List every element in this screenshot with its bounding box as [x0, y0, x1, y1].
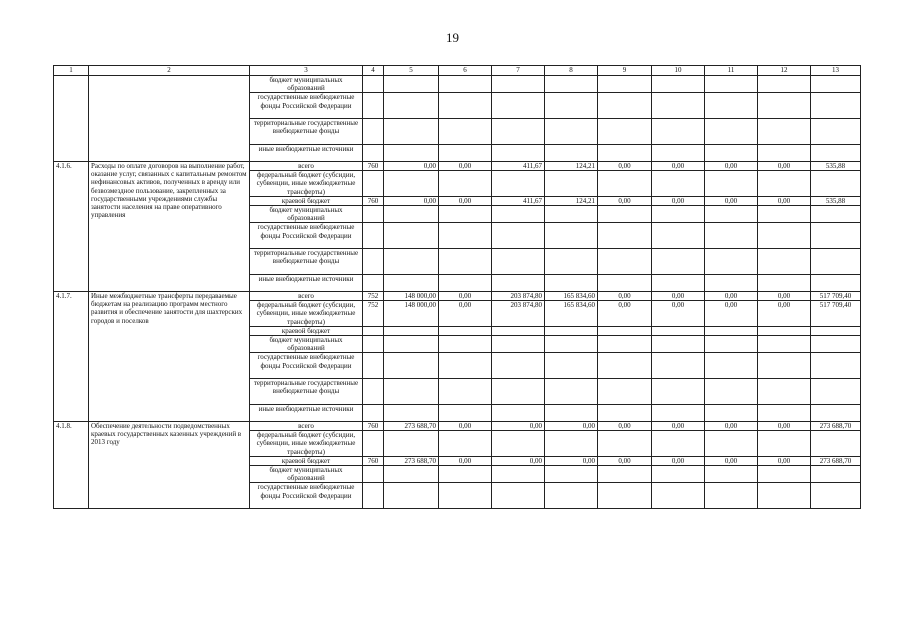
amount-col-10 — [652, 76, 705, 93]
amount-col-12 — [758, 249, 811, 275]
amount-col-8 — [545, 404, 598, 421]
amount-col-11 — [705, 223, 758, 249]
table-row — [54, 76, 861, 93]
amount-col-9 — [598, 93, 652, 119]
budget-code — [363, 119, 384, 145]
amount-col-7 — [492, 249, 545, 275]
amount-col-10 — [652, 206, 705, 223]
column-number-8: 8 — [545, 66, 598, 76]
amount-col-11 — [705, 336, 758, 353]
amount-col-6 — [439, 274, 492, 291]
amount-col-13 — [811, 483, 861, 509]
amount-col-9 — [598, 431, 652, 457]
amount-col-5 — [384, 119, 439, 145]
amount-col-11: 0,00 — [705, 301, 758, 327]
amount-col-12 — [758, 353, 811, 379]
amount-col-13 — [811, 223, 861, 249]
amount-col-5 — [384, 483, 439, 509]
amount-col-6 — [439, 404, 492, 421]
amount-col-8 — [545, 171, 598, 197]
amount-col-12 — [758, 326, 811, 335]
amount-col-13 — [811, 274, 861, 291]
amount-col-12: 0,00 — [758, 301, 811, 327]
amount-col-9 — [598, 483, 652, 509]
amount-col-8 — [545, 249, 598, 275]
amount-col-12 — [758, 171, 811, 197]
budget-code — [363, 336, 384, 353]
amount-col-12 — [758, 223, 811, 249]
amount-col-7: 0,00 — [492, 456, 545, 465]
amount-col-10 — [652, 483, 705, 509]
amount-col-8 — [545, 379, 598, 405]
amount-col-11 — [705, 76, 758, 93]
amount-col-12: 0,00 — [758, 421, 811, 430]
funding-source: государственные внебюджетные фонды Российской Федерации — [250, 483, 363, 509]
amount-col-6: 0,00 — [439, 456, 492, 465]
amount-col-7 — [492, 379, 545, 405]
amount-col-9 — [598, 466, 652, 483]
amount-col-11 — [705, 144, 758, 161]
amount-col-10 — [652, 144, 705, 161]
amount-col-7 — [492, 466, 545, 483]
budget-code — [363, 206, 384, 223]
column-number-12: 12 — [758, 66, 811, 76]
amount-col-9 — [598, 379, 652, 405]
amount-col-7 — [492, 326, 545, 335]
amount-col-13 — [811, 466, 861, 483]
amount-col-7 — [492, 223, 545, 249]
amount-col-7 — [492, 206, 545, 223]
amount-col-11 — [705, 93, 758, 119]
amount-col-8 — [545, 431, 598, 457]
amount-col-7 — [492, 274, 545, 291]
amount-col-6 — [439, 223, 492, 249]
item-name: Расходы по оплате договоров на выполнение работ, оказание услуг, связанных с капитальным ремонтом нефинансовых активов, полученных в аренду или безвозмездное пользование, закрепленных за государственными учреждениями службы занятости населения на праве оперативного управления — [89, 161, 250, 291]
amount-col-9 — [598, 404, 652, 421]
column-number-3: 3 — [250, 66, 363, 76]
amount-col-6 — [439, 483, 492, 509]
amount-col-12: 0,00 — [758, 291, 811, 300]
amount-col-13: 517 709,40 — [811, 301, 861, 327]
funding-source: краевой бюджет — [250, 326, 363, 335]
amount-col-8: 0,00 — [545, 456, 598, 465]
amount-col-13 — [811, 353, 861, 379]
amount-col-13 — [811, 171, 861, 197]
funding-source: краевой бюджет — [250, 196, 363, 205]
amount-col-9: 0,00 — [598, 196, 652, 205]
amount-col-5: 273 688,70 — [384, 456, 439, 465]
amount-col-12 — [758, 274, 811, 291]
amount-col-7 — [492, 171, 545, 197]
budget-table — [53, 65, 861, 509]
budget-code: 752 — [363, 291, 384, 300]
amount-col-12 — [758, 76, 811, 93]
amount-col-10: 0,00 — [652, 301, 705, 327]
amount-col-10 — [652, 336, 705, 353]
funding-source: государственные внебюджетные фонды Российской Федерации — [250, 223, 363, 249]
amount-col-9 — [598, 326, 652, 335]
amount-col-10 — [652, 274, 705, 291]
amount-col-11: 0,00 — [705, 456, 758, 465]
amount-col-5 — [384, 431, 439, 457]
amount-col-13: 535,88 — [811, 196, 861, 205]
amount-col-6: 0,00 — [439, 291, 492, 300]
amount-col-9 — [598, 171, 652, 197]
amount-col-10 — [652, 171, 705, 197]
item-name — [89, 76, 250, 162]
funding-source: иные внебюджетные источники — [250, 274, 363, 291]
amount-col-6 — [439, 326, 492, 335]
amount-col-9 — [598, 144, 652, 161]
item-name: Иные межбюджетные трансферты передаваемые бюджетам на реализацию программ местного развития и обеспечение занятости для шахтерских городов и поселков — [89, 291, 250, 421]
amount-col-5 — [384, 249, 439, 275]
amount-col-5 — [384, 206, 439, 223]
amount-col-11: 0,00 — [705, 291, 758, 300]
funding-source: федеральный бюджет (субсидии, субвенции, иные межбюджетные трансферты) — [250, 431, 363, 457]
budget-code — [363, 76, 384, 93]
amount-col-10 — [652, 223, 705, 249]
amount-col-11: 0,00 — [705, 161, 758, 170]
amount-col-10 — [652, 326, 705, 335]
amount-col-5 — [384, 379, 439, 405]
amount-col-11 — [705, 206, 758, 223]
amount-col-13: 535,88 — [811, 161, 861, 170]
budget-code: 760 — [363, 456, 384, 465]
amount-col-7: 0,00 — [492, 421, 545, 430]
column-number-row — [54, 66, 861, 76]
amount-col-6: 0,00 — [439, 421, 492, 430]
item-code — [54, 76, 89, 162]
amount-col-6: 0,00 — [439, 301, 492, 327]
amount-col-11 — [705, 353, 758, 379]
budget-code — [363, 326, 384, 335]
amount-col-5: 0,00 — [384, 161, 439, 170]
funding-source: бюджет муниципальных образований — [250, 76, 363, 93]
amount-col-6 — [439, 144, 492, 161]
budget-code — [363, 223, 384, 249]
amount-col-8 — [545, 483, 598, 509]
budget-code: 760 — [363, 421, 384, 430]
amount-col-10: 0,00 — [652, 421, 705, 430]
amount-col-6 — [439, 466, 492, 483]
budget-code — [363, 144, 384, 161]
amount-col-5: 148 000,00 — [384, 291, 439, 300]
amount-col-6 — [439, 336, 492, 353]
amount-col-13 — [811, 93, 861, 119]
amount-col-8 — [545, 353, 598, 379]
item-code: 4.1.8. — [54, 421, 89, 508]
funding-source: бюджет муниципальных образований — [250, 466, 363, 483]
amount-col-7 — [492, 404, 545, 421]
amount-col-7 — [492, 483, 545, 509]
budget-code — [363, 93, 384, 119]
amount-col-10 — [652, 466, 705, 483]
page-number: 19 — [446, 30, 459, 45]
funding-source: федеральный бюджет (субсидии, субвенции, иные межбюджетные трансферты) — [250, 171, 363, 197]
amount-col-13 — [811, 144, 861, 161]
amount-col-9 — [598, 249, 652, 275]
amount-col-12: 0,00 — [758, 456, 811, 465]
amount-col-13: 273 688,70 — [811, 421, 861, 430]
amount-col-5 — [384, 223, 439, 249]
funding-source: территориальные государственные внебюджетные фонды — [250, 249, 363, 275]
amount-col-5: 148 000,00 — [384, 301, 439, 327]
amount-col-10: 0,00 — [652, 161, 705, 170]
amount-col-12 — [758, 336, 811, 353]
amount-col-7 — [492, 144, 545, 161]
amount-col-10: 0,00 — [652, 291, 705, 300]
amount-col-6: 0,00 — [439, 161, 492, 170]
amount-col-5 — [384, 353, 439, 379]
amount-col-10 — [652, 404, 705, 421]
amount-col-7 — [492, 93, 545, 119]
item-name: Обеспечение деятельности подведомственных краевых государственных казенных учреждений в 2013 году — [89, 421, 250, 508]
funding-source: бюджет муниципальных образований — [250, 206, 363, 223]
amount-col-8 — [545, 274, 598, 291]
funding-source: краевой бюджет — [250, 456, 363, 465]
amount-col-7 — [492, 431, 545, 457]
amount-col-12 — [758, 379, 811, 405]
amount-col-9 — [598, 223, 652, 249]
column-number-2: 2 — [89, 66, 250, 76]
funding-source: территориальные государственные внебюджетные фонды — [250, 379, 363, 405]
column-number-5: 5 — [384, 66, 439, 76]
column-number-6: 6 — [439, 66, 492, 76]
amount-col-8 — [545, 206, 598, 223]
funding-source: всего — [250, 161, 363, 170]
amount-col-13 — [811, 379, 861, 405]
amount-col-9 — [598, 274, 652, 291]
budget-code: 760 — [363, 161, 384, 170]
budget-code — [363, 249, 384, 275]
amount-col-8: 165 834,60 — [545, 301, 598, 327]
funding-source: всего — [250, 421, 363, 430]
amount-col-10 — [652, 431, 705, 457]
amount-col-8 — [545, 119, 598, 145]
amount-col-7 — [492, 76, 545, 93]
amount-col-9: 0,00 — [598, 301, 652, 327]
funding-source: государственные внебюджетные фонды Российской Федерации — [250, 353, 363, 379]
budget-code — [363, 431, 384, 457]
amount-col-9 — [598, 119, 652, 145]
budget-code — [363, 483, 384, 509]
amount-col-12: 0,00 — [758, 161, 811, 170]
funding-source: территориальные государственные внебюджетные фонды — [250, 119, 363, 145]
amount-col-7 — [492, 353, 545, 379]
amount-col-11 — [705, 119, 758, 145]
amount-col-8 — [545, 93, 598, 119]
amount-col-6 — [439, 206, 492, 223]
amount-col-9 — [598, 206, 652, 223]
amount-col-11 — [705, 326, 758, 335]
amount-col-11 — [705, 483, 758, 509]
amount-col-5 — [384, 274, 439, 291]
column-number-11: 11 — [705, 66, 758, 76]
amount-col-13: 273 688,70 — [811, 456, 861, 465]
amount-col-9: 0,00 — [598, 161, 652, 170]
amount-col-10 — [652, 353, 705, 379]
amount-col-7: 411,67 — [492, 196, 545, 205]
column-number-9: 9 — [598, 66, 652, 76]
budget-code — [363, 379, 384, 405]
amount-col-10 — [652, 93, 705, 119]
amount-col-13 — [811, 336, 861, 353]
amount-col-11: 0,00 — [705, 421, 758, 430]
amount-col-12 — [758, 404, 811, 421]
amount-col-12 — [758, 466, 811, 483]
funding-source: иные внебюджетные источники — [250, 144, 363, 161]
amount-col-12 — [758, 93, 811, 119]
amount-col-8: 165 834,60 — [545, 291, 598, 300]
amount-col-12 — [758, 206, 811, 223]
column-number-1: 1 — [54, 66, 89, 76]
amount-col-11 — [705, 431, 758, 457]
amount-col-7 — [492, 336, 545, 353]
amount-col-6 — [439, 171, 492, 197]
amount-col-7: 411,67 — [492, 161, 545, 170]
amount-col-13: 517 709,40 — [811, 291, 861, 300]
amount-col-12 — [758, 144, 811, 161]
amount-col-6 — [439, 249, 492, 275]
amount-col-5 — [384, 93, 439, 119]
funding-source: иные внебюджетные источники — [250, 404, 363, 421]
amount-col-5 — [384, 144, 439, 161]
amount-col-12 — [758, 119, 811, 145]
amount-col-5 — [384, 404, 439, 421]
column-number-4: 4 — [363, 66, 384, 76]
amount-col-9 — [598, 76, 652, 93]
amount-col-10 — [652, 249, 705, 275]
amount-col-12 — [758, 431, 811, 457]
table-row — [54, 161, 861, 170]
funding-source: бюджет муниципальных образований — [250, 336, 363, 353]
budget-code: 752 — [363, 301, 384, 327]
column-number-10: 10 — [652, 66, 705, 76]
amount-col-8: 0,00 — [545, 421, 598, 430]
amount-col-5 — [384, 336, 439, 353]
amount-col-5 — [384, 326, 439, 335]
funding-source: федеральный бюджет (субсидии, субвенции, иные межбюджетные трансферты) — [250, 301, 363, 327]
amount-col-13 — [811, 326, 861, 335]
table-row — [54, 291, 861, 300]
amount-col-6: 0,00 — [439, 196, 492, 205]
amount-col-8 — [545, 223, 598, 249]
amount-col-6 — [439, 431, 492, 457]
amount-col-7 — [492, 119, 545, 145]
amount-col-6 — [439, 76, 492, 93]
amount-col-13 — [811, 431, 861, 457]
amount-col-7: 203 874,80 — [492, 291, 545, 300]
amount-col-9 — [598, 336, 652, 353]
column-number-7: 7 — [492, 66, 545, 76]
amount-col-11 — [705, 379, 758, 405]
amount-col-5 — [384, 171, 439, 197]
amount-col-5: 0,00 — [384, 196, 439, 205]
budget-code: 760 — [363, 196, 384, 205]
amount-col-10 — [652, 119, 705, 145]
funding-source: всего — [250, 291, 363, 300]
amount-col-6 — [439, 119, 492, 145]
amount-col-11 — [705, 171, 758, 197]
amount-col-8: 124,21 — [545, 161, 598, 170]
budget-code — [363, 353, 384, 379]
amount-col-9: 0,00 — [598, 421, 652, 430]
funding-source: государственные внебюджетные фонды Российской Федерации — [250, 93, 363, 119]
budget-code — [363, 171, 384, 197]
amount-col-9: 0,00 — [598, 456, 652, 465]
amount-col-5 — [384, 466, 439, 483]
amount-col-10: 0,00 — [652, 196, 705, 205]
amount-col-6 — [439, 93, 492, 119]
amount-col-8: 124,21 — [545, 196, 598, 205]
amount-col-11 — [705, 249, 758, 275]
amount-col-6 — [439, 379, 492, 405]
item-code: 4.1.6. — [54, 161, 89, 291]
amount-col-10 — [652, 379, 705, 405]
amount-col-8 — [545, 144, 598, 161]
item-code: 4.1.7. — [54, 291, 89, 421]
amount-col-8 — [545, 76, 598, 93]
amount-col-13 — [811, 76, 861, 93]
amount-col-8 — [545, 466, 598, 483]
amount-col-8 — [545, 326, 598, 335]
amount-col-13 — [811, 249, 861, 275]
budget-code — [363, 404, 384, 421]
budget-code — [363, 274, 384, 291]
amount-col-11 — [705, 404, 758, 421]
amount-col-8 — [545, 336, 598, 353]
amount-col-11 — [705, 466, 758, 483]
amount-col-5: 273 688,70 — [384, 421, 439, 430]
amount-col-9 — [598, 353, 652, 379]
amount-col-6 — [439, 353, 492, 379]
amount-col-5 — [384, 76, 439, 93]
amount-col-10: 0,00 — [652, 456, 705, 465]
amount-col-7: 203 874,80 — [492, 301, 545, 327]
budget-code — [363, 466, 384, 483]
column-number-13: 13 — [811, 66, 861, 76]
amount-col-9: 0,00 — [598, 291, 652, 300]
amount-col-13 — [811, 206, 861, 223]
amount-col-11 — [705, 274, 758, 291]
amount-col-12 — [758, 483, 811, 509]
amount-col-12: 0,00 — [758, 196, 811, 205]
table-row — [54, 421, 861, 430]
amount-col-13 — [811, 404, 861, 421]
amount-col-13 — [811, 119, 861, 145]
amount-col-11: 0,00 — [705, 196, 758, 205]
